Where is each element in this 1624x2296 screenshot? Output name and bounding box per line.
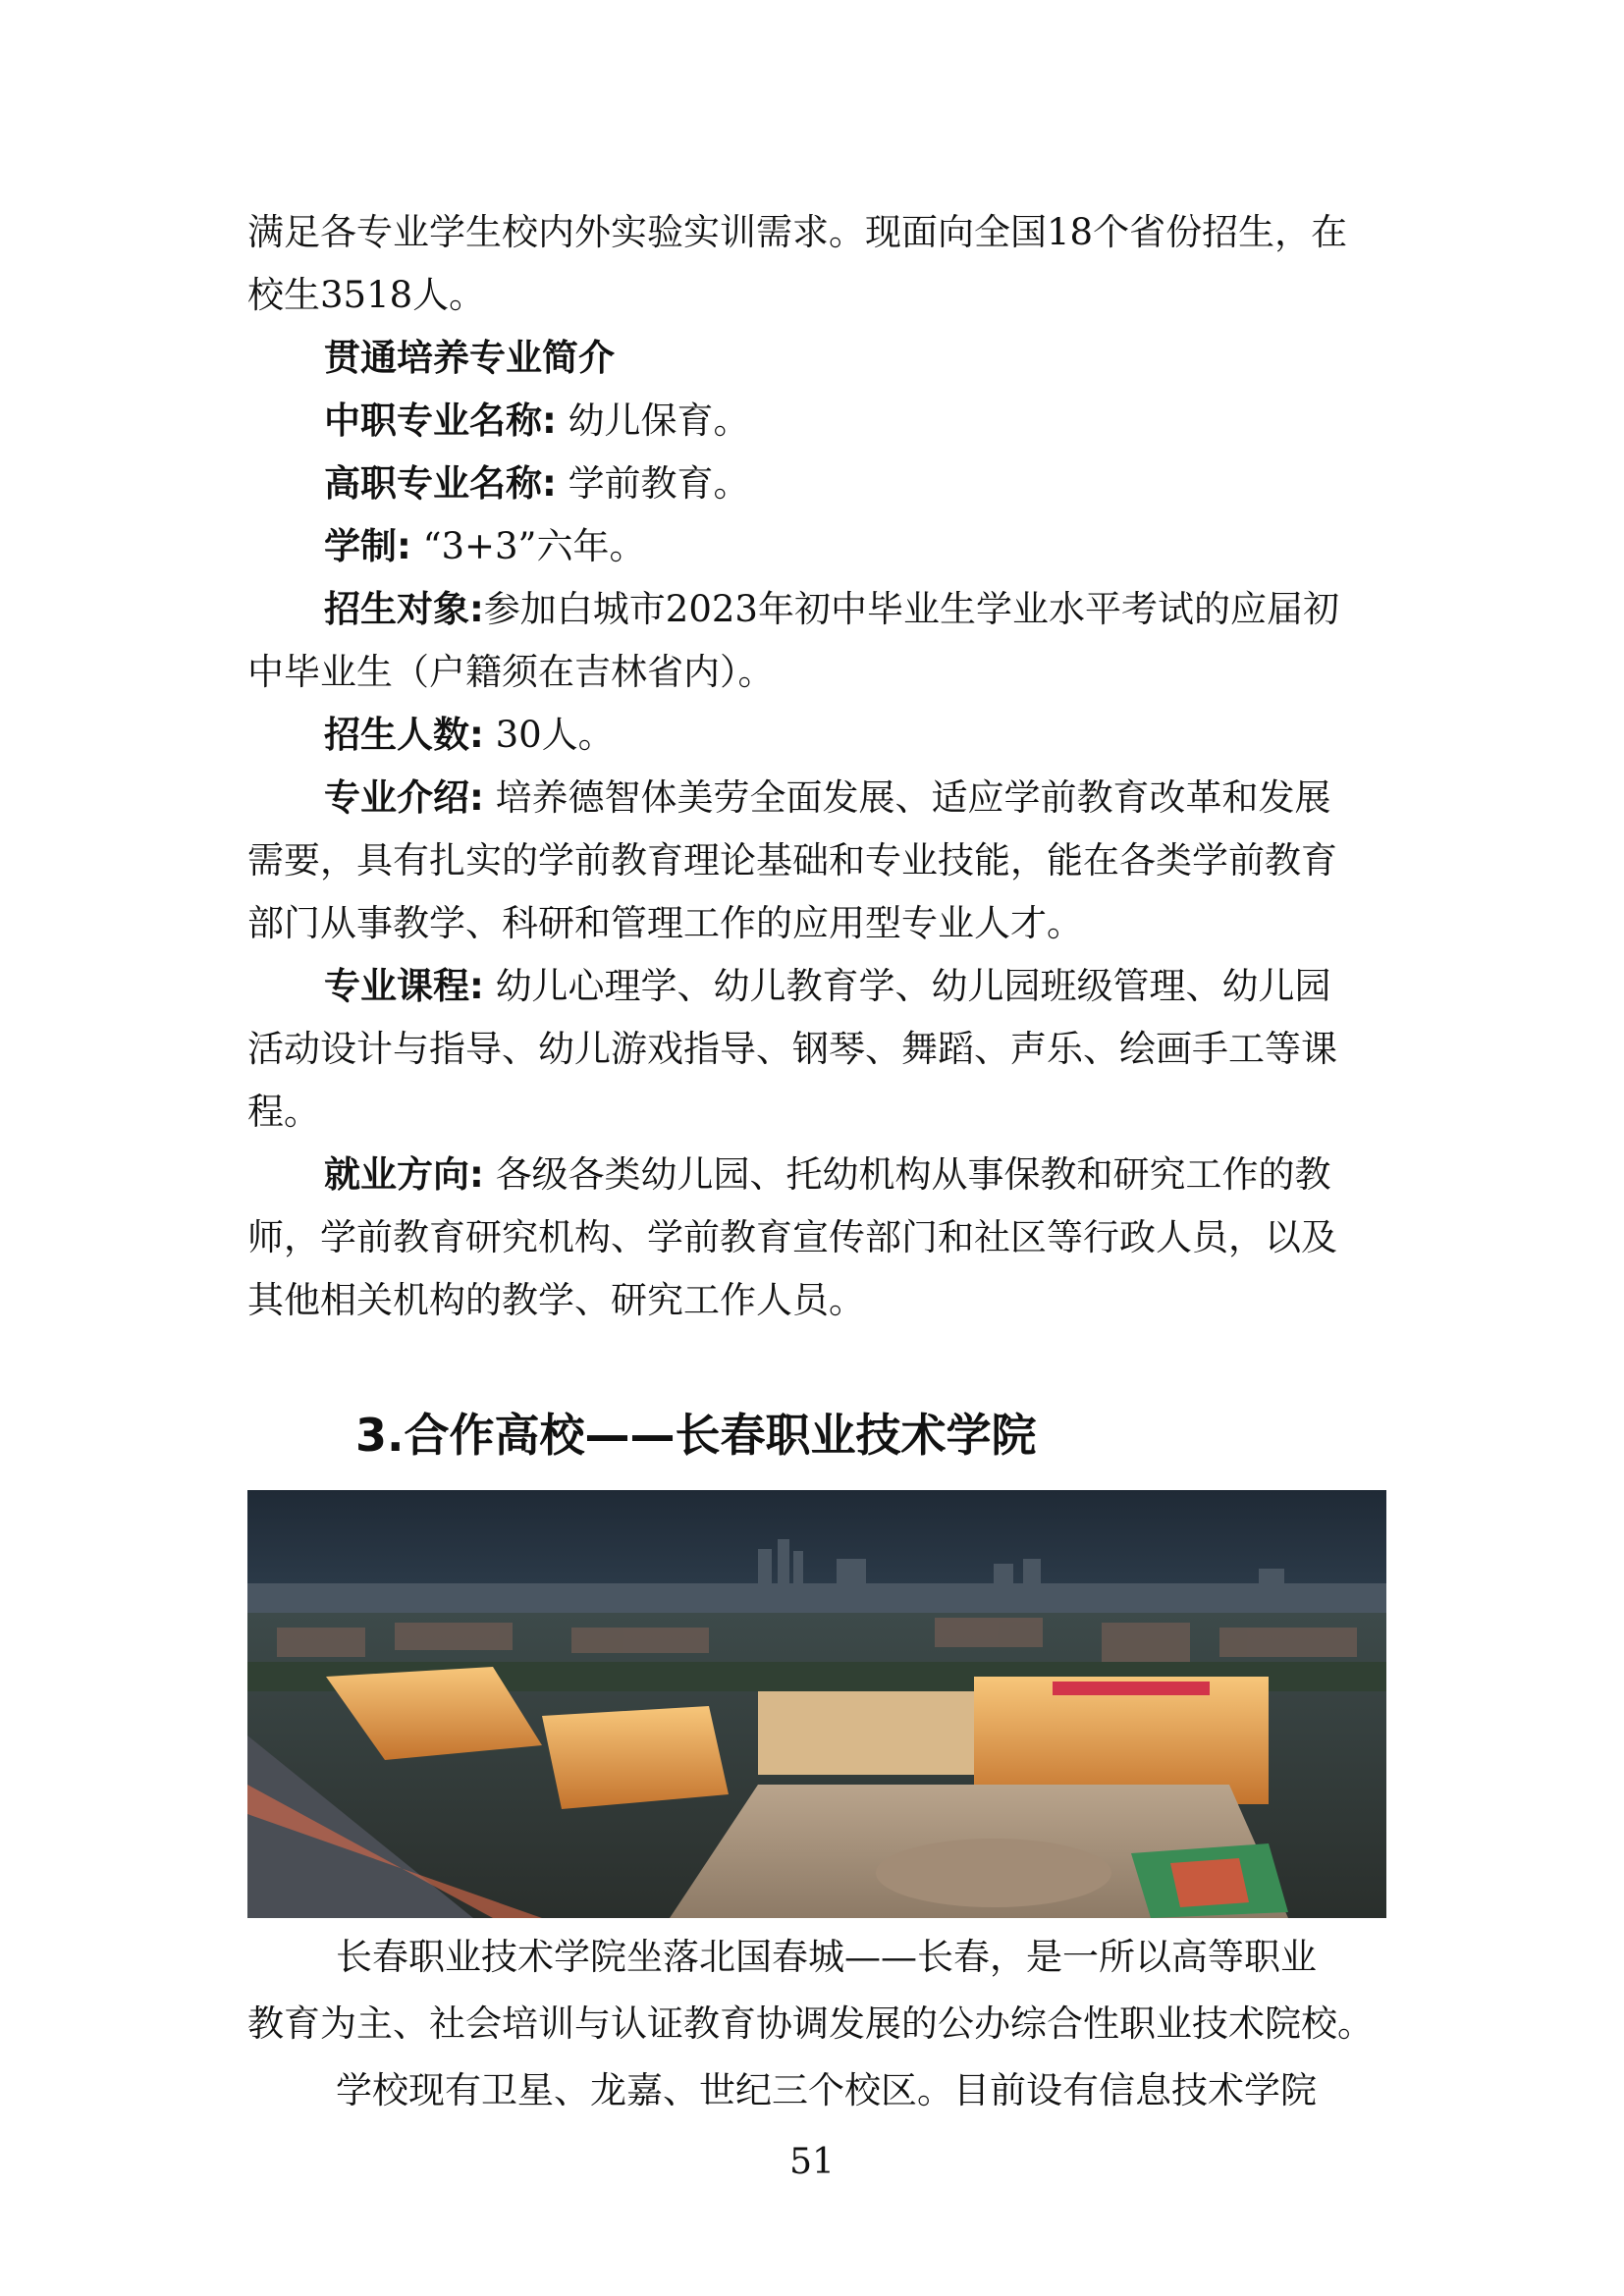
- field-label: 招生对象:: [324, 588, 484, 630]
- field-kecheng: [247, 955, 1386, 1018]
- field-label: 中职专业名称:: [324, 400, 557, 442]
- field-label: 学制:: [324, 525, 411, 567]
- field-label: 高职专业名称:: [324, 462, 557, 505]
- field-renshu: [247, 704, 1386, 767]
- campus-night-aerial-photo-icon: [247, 1490, 1386, 1918]
- field-value: “3+3”六年。: [422, 525, 646, 567]
- paragraph-line: 长春职业技术学院坐落北国春城——长春，是一所以高等职业: [336, 1936, 1317, 1978]
- document-body: [247, 201, 1386, 1332]
- field-zhongzhi: [247, 390, 1386, 453]
- field-jiuye: [247, 1144, 1386, 1206]
- paragraph-line: 中毕业生（户籍须在吉林省内）。: [247, 651, 775, 693]
- field-value: 各级各类幼儿园、托幼机构从事保教和研究工作的教: [495, 1153, 1331, 1196]
- field-gaozhi: [247, 453, 1386, 515]
- field-value: 30人。: [495, 714, 615, 756]
- section3-intro: [247, 1924, 1426, 2124]
- field-value: 学前教育。: [568, 462, 750, 505]
- section-heading: 3.合作高校——长春职业技术学院: [355, 1409, 1037, 1462]
- paragraph-line: 部门从事教学、科研和管理工作的应用型专业人才。: [247, 902, 1083, 944]
- paragraph-line: 学校现有卫星、龙嘉、世纪三个校区。目前设有信息技术学院: [336, 2069, 1317, 2111]
- paragraph-line: 校生3518人。: [247, 274, 486, 316]
- field-value: 幼儿心理学、幼儿教育学、幼儿园班级管理、幼儿园: [495, 965, 1331, 1007]
- field-value: 参加白城市2023年初中毕业生学业水平考试的应届初: [483, 588, 1339, 630]
- campus-photo: [247, 1490, 1386, 1918]
- paragraph-line: 师，学前教育研究机构、学前教育宣传部门和社区等行政人员，以及: [247, 1216, 1337, 1258]
- field-label: 专业课程:: [324, 965, 484, 1007]
- paragraph-line: 需要，具有扎实的学前教育理论基础和专业技能，能在各类学前教育: [247, 839, 1337, 881]
- section-title: 贯通培养专业简介: [324, 337, 615, 379]
- field-jieshao: [247, 767, 1386, 829]
- field-label: 招生人数:: [324, 714, 484, 756]
- paragraph-line: 活动设计与指导、幼儿游戏指导、钢琴、舞蹈、声乐、绘画手工等课: [247, 1028, 1337, 1070]
- field-label: 专业介绍:: [324, 776, 484, 819]
- field-label: 就业方向:: [324, 1153, 484, 1196]
- paragraph-line: 满足各专业学生校内外实验实训需求。现面向全国18个省份招生，在: [247, 211, 1348, 253]
- field-xuezhi: [247, 515, 1386, 578]
- field-duixiang: [247, 578, 1386, 641]
- field-value: 幼儿保育。: [568, 400, 750, 442]
- field-value: 培养德智体美劳全面发展、适应学前教育改革和发展: [495, 776, 1331, 819]
- page-number: 51: [789, 2142, 835, 2182]
- paragraph-line: 其他相关机构的教学、研究工作人员。: [247, 1279, 865, 1321]
- paragraph-line: 教育为主、社会培训与认证教育协调发展的公办综合性职业技术院校。: [247, 2002, 1374, 2045]
- paragraph-line: 程。: [247, 1091, 320, 1133]
